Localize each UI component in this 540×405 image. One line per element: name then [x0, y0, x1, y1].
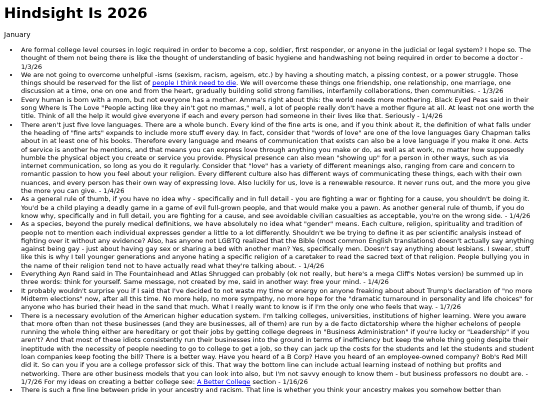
- post-item: [21, 270, 536, 287]
- post-item: [21, 287, 536, 312]
- a-better-college-link[interactable]: A Better College: [197, 377, 251, 386]
- post-text: Every human is born with a mom, but not everyone has a mother. Amma's right about this: the world needs more mothering. Black Eyed Peas said in their song Where Is The Love "People acting like they ain't got no mamas," well, a lot of people really don't have a mother figure at all. At least not one worth the title. Think of all the help it would give everyone if each and every person had someone in their lives like that. Seriously - 1/4/26: [21, 95, 535, 121]
- post-item: [21, 386, 536, 394]
- post-item: [21, 96, 536, 121]
- post-item: [21, 195, 536, 220]
- post-text: Everything Ayn Rand said in The Fountainhead and Atlas Shrugged can probably (ok not really, but here's a mega Cliff's Notes version) be summed up in three words: think for yourself. Same message, not created by me, said in another way: free your mind. - 1/4/26: [21, 270, 524, 287]
- post-text: As a general rule of thumb, if you have no idea why - specifically and in full detail - you are fighting a war or fighting for a cause, you shouldn't be doing it. You'd be a child playing a deadly game in a game of evil full-grown people, and that would make you a pawn. As another general rule of thumb, if you do know why, specifically and in full detail, you are fighting for a cause, and see avoidable civilian casualties as acceptable, you're on the wrong side. - 1/4/26: [21, 195, 531, 220]
- post-text: There is a necessary evolution of the American higher education system. I'm talking colleges, universities, institutions of higher learning. Were you aware that more often than not these businesses (and they are businesses, all of them) are run by a de facto dictatorship where the higher echelons of people running the whole thing either are hereditary or got their jobs by getting college degrees in "Business Administration" if you're lucky or "Leadership" if you aren't? And that most of these idiots consistently run their businesses into the ground in terms of inefficiency but keep the whole thing going despite their ineptitude with the necessity of people needing to go to college to get a job, so they can jack up the costs for the students and let the students and student loan companies keep footing the bill? There is a better way. Have you heard of a B Corp? Have you heard of an employee-owned company? Bob's Red Mill did it. So can you if you are a college professor sick of this. That way the bottom line can include actual learning instead of nothing but profits and networking. There are other business models that you can look into also, but I'm not savvy enough to know them - but business professors no doubt are. - 1/7/26 For my ideas on creating a better college see:: [21, 311, 535, 386]
- month-heading: January: [4, 31, 31, 39]
- post-text: There is such a fine line between pride in your ancestry and racism. That line is whether you think your ancestry makes you somehow better than: [21, 386, 501, 395]
- post-text: It probably wouldn't surprise you if I said that I've decided to not waste my time or energy on anyone freaking about about Trump's declaration of "no more Midterm elections" now, after all this time. No more help, no more sympathy, no more hope for the "dramatic turnaround in personality and life choices" for anyone who has buried their head in the sand that much. What I really want to know is if I'm the only one who feels that way. - 1/7/26: [21, 286, 534, 312]
- post-item: [21, 312, 536, 387]
- post-text: As a species, beyond the purely medical definitions, we have absolutely no idea what "gender" means. Each culture, religion, spirituality and tradition of people not to mention each individual expresses gender a little to a lot differently. Shouldn't we be trying to define it as per scientific analysis instead of fighting over it without any evidence? Also, has anyone not LGBTQ realized that the Bible (most common English translations) doesn't actually say anything against being gay - just about having gay sex or sharing a bed with another man? Yes, specifically men. Doesn't say anything about lesbians. I swear, stuff like this is why I tell younger generations and anyone hating a specific religion of a caretaker to read the sacred text of that religion. People bullying you in the name of their religion tend not to have actually read what they're talking about. - 1/4/26: [21, 220, 534, 270]
- post-item: [21, 46, 536, 71]
- post-item: [21, 121, 536, 196]
- post-item: [21, 220, 536, 270]
- people-i-think-need-to-die-link[interactable]: people I think need to die: [152, 79, 237, 88]
- post-list: [4, 46, 536, 394]
- post-text: There aren't just five love languages. There are a whole bunch. Every kind of the fine arts is one, and if you think about it, the definition of what falls under the heading of "fine arts" expands to include more stuff every day. In fact, consider that "words of love" are one of the love languages Gary Chapman talks about in at least one of his books. Therefore every language and means of communication that exists can also be a love language if you make it one. Acts of service is another he mentions, and that means you can express love through anything you make or do, as well as at work, no matter how supposedly humble the physical object you create or service you provide. Physical presence can also mean "showing up" for a person in other ways, such as via internet communication, so long as you do it regularly. Consider that "love" has a variety of different meanings also, ranging from care and concern to romantic passion to how you feel about your religion. Every different culture also has different ways of communicating these things, each with their own nuances, and every person has their own way of expressing love. Also luckily for us, love is a renewable resource. It never runs out, and the more you give the more you can give. - 1/4/26: [21, 120, 531, 196]
- post-item: [21, 71, 536, 96]
- post-text-continued: . We will overcome these things one friendship, one relationship, one marriage, one discussion at a time, one on one and from the heart, gradually building solid strong families, interfamily collaborations, then communities. - 1/3/26: [21, 79, 511, 96]
- blog-title: Hindsight Is 2026: [4, 6, 148, 22]
- post-text: We are not going to overcome unhelpful -isms (sexism, racism, ageism, etc.) by having a shouting match, a pissing contest, or a power struggle. Those things should be reserved for the list of: [21, 70, 519, 88]
- post-text: Are formal college level courses in logic required in order to become a cop, soldier, first responder, or anyone in the judicial or legal system? I hope so. The thought of them not being there is like the thought of understanding of basic hygiene and handwashing not being required in order to become a doctor - 1/3/26: [21, 46, 531, 71]
- post-text-continued: section - 1/16/26: [250, 377, 308, 386]
